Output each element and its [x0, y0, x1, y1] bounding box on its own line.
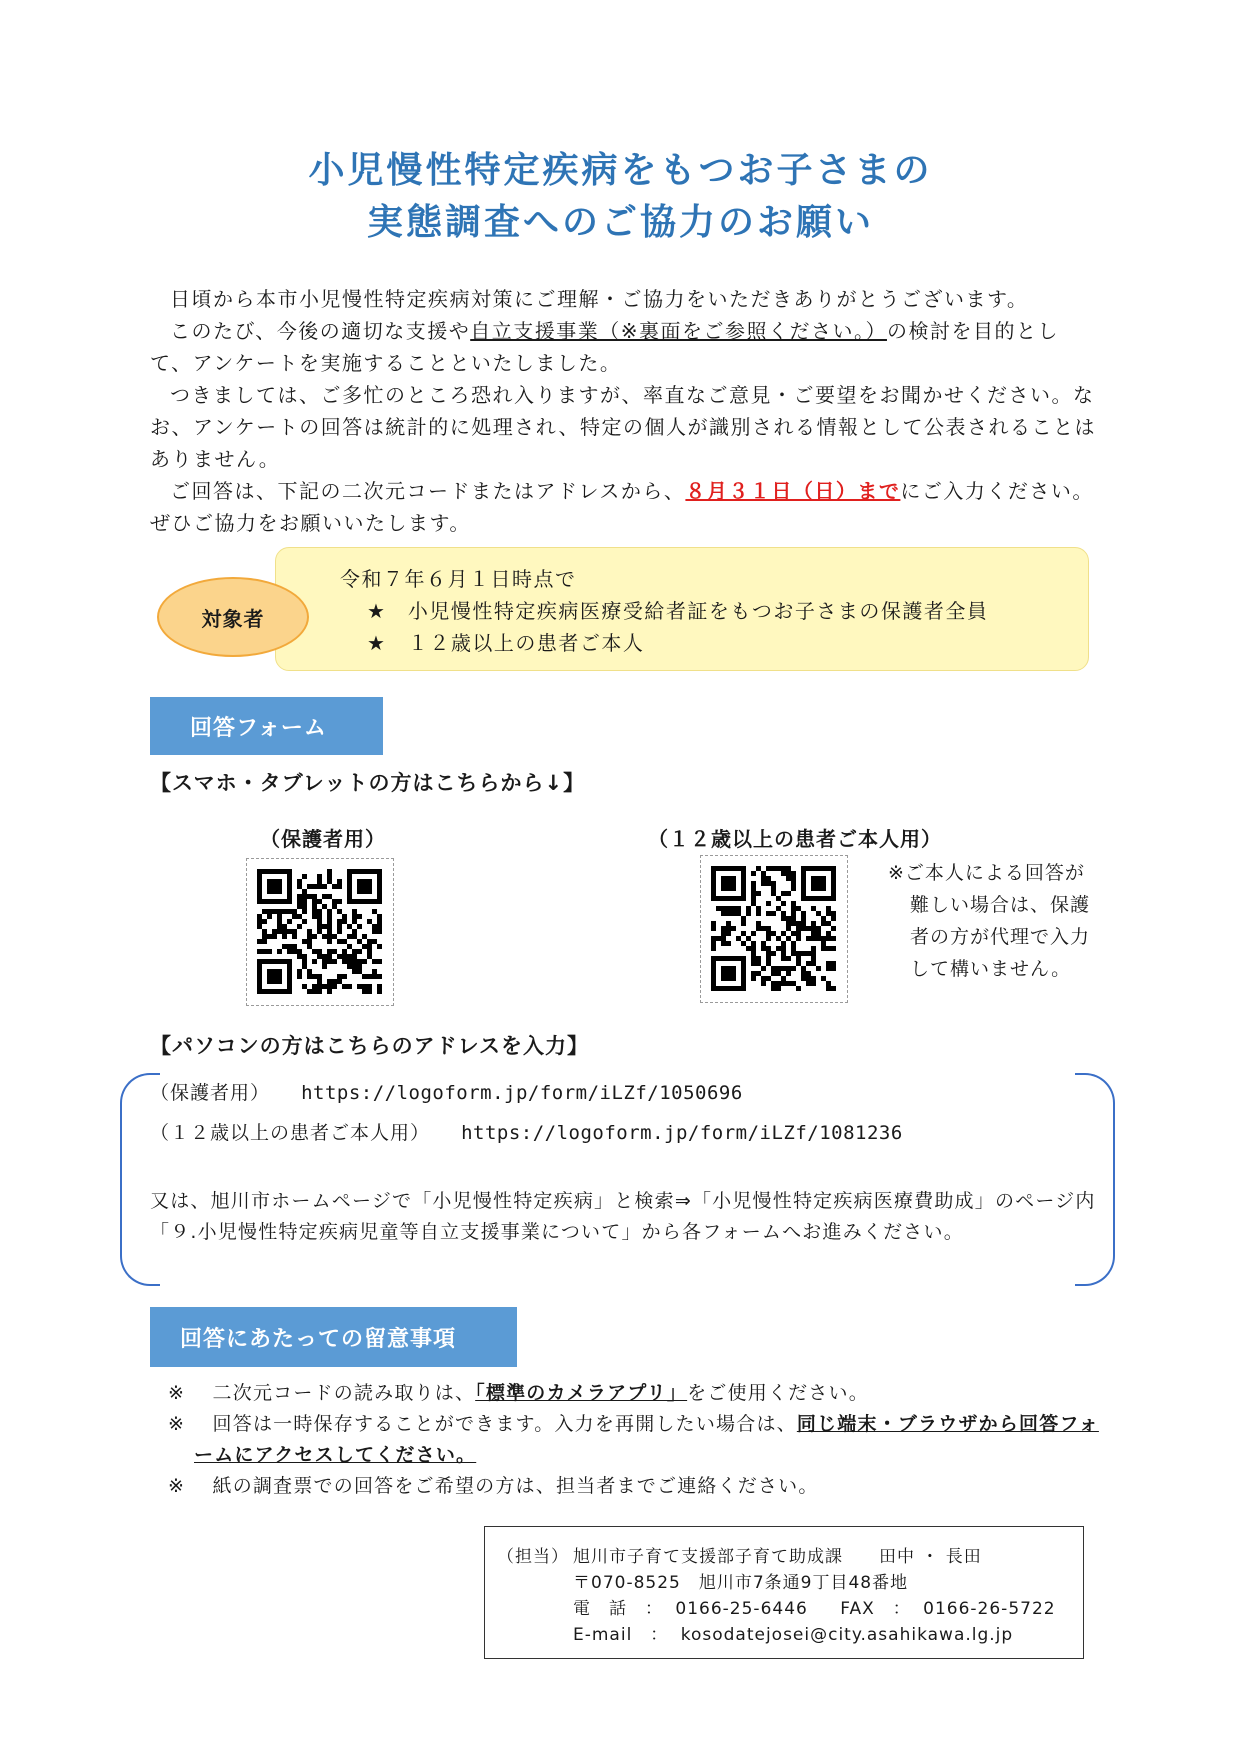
note-2-pre: ※ 回答は一時保存することができます。入力を再開したい場合は、 [168, 1413, 797, 1435]
note-1-bold: 「標準のカメラアプリ」 [475, 1382, 688, 1404]
title-line-2: 実態調査へのご協力のお願い [366, 202, 874, 243]
note-save-resume [168, 1409, 1108, 1471]
mobile-heading: 【スマホ・タブレットの方はこちらから↓】 [150, 771, 586, 795]
fax-label: FAX ： [840, 1599, 911, 1619]
pc-heading: 【パソコンの方はこちらのアドレスを入力】 [150, 1034, 589, 1058]
note-1-pre: ※ 二次元コードの読み取りは、 [168, 1382, 476, 1404]
intro-paragraph-3: つきましては、ご多忙のところ恐れ入りますが、率直なご意見・ご要望をお聞かせください。なお、アンケートの回答は統計的に処理され、特定の個人が識別される情報として公表されることはありません。 [150, 383, 1096, 471]
intro-p4-pre: ご回答は、下記の二次元コードまたはアドレスから、 [170, 479, 686, 503]
contact-email-row [573, 1623, 1013, 1648]
email-label: E-mail ： [573, 1625, 669, 1645]
reverse-side-reference: 自立支援事業（※裏面をご参照ください。） [470, 319, 887, 343]
proxy-note-line-2: 難しい場合は、保護 [910, 894, 1091, 916]
phone-number[interactable]: 0166-25-6446 [675, 1599, 808, 1619]
target-date: 令和７年６月１日時点で [340, 567, 577, 591]
intro-paragraph-1: 日頃から本市小児慢性特定疾病対策にご理解・ご協力をいただきありがとうございます。 [170, 287, 1029, 311]
intro-p4-post: にご入力ください。ぜひご協力をお願いいたします。 [150, 479, 1094, 535]
contact-label: （担当） [497, 1547, 569, 1567]
qr-code-guardian[interactable] [246, 858, 394, 1006]
guardian-url-row [150, 1078, 743, 1105]
contact-phone-row [573, 1597, 1056, 1622]
target-item-patients: ★ １２歳以上の患者ご本人 [367, 631, 645, 655]
qr-code-patient[interactable] [700, 855, 848, 1003]
note-2-bold: 同じ端末・ブラウザから回答フォームにアクセスしてください。 [194, 1413, 1099, 1466]
email-address[interactable]: kosodatejosei@city.asahikawa.lg.jp [680, 1625, 1014, 1645]
proxy-note-line-4: して構いません。 [910, 958, 1072, 980]
intro-p2-pre: このたび、今後の適切な支援や [170, 319, 471, 343]
patient-url-link[interactable]: https://logoform.jp/form/iLZf/1081236 [461, 1122, 903, 1144]
note-1-post: をご使用ください。 [687, 1382, 869, 1404]
qr-code-guardian-graphic [247, 859, 393, 1005]
intro-p2-post: の検討を目的として、アンケートを実施することといたしました。 [150, 319, 1059, 375]
target-item-guardians: ★ 小児慢性特定疾病医療受給者証をもつお子さまの保護者全員 [367, 599, 989, 623]
intro-paragraph-2 [150, 315, 1100, 379]
proxy-note-line-1: ※ご本人による回答が [888, 862, 1085, 884]
contact-address: 〒070-8525 旭川市7条通9丁目48番地 [573, 1573, 909, 1593]
notes-list [168, 1378, 1108, 1502]
contact-department: 旭川市子育て支援部子育て助成課 田中 ・ 長田 [573, 1547, 982, 1567]
qr-guardian-label: （保護者用） [260, 827, 386, 851]
patient-url-row [150, 1118, 903, 1145]
intro-text [150, 283, 1100, 539]
guardian-url-link[interactable]: https://logoform.jp/form/iLZf/1050696 [301, 1082, 743, 1104]
fax-number: 0166-26-5722 [923, 1599, 1056, 1619]
deadline-text: ８月３１日（日）まで [685, 479, 901, 503]
note-paper-form: ※ 紙の調査票での回答をご希望の方は、担当者までご連絡ください。 [168, 1475, 819, 1497]
note-camera-app [168, 1378, 1108, 1409]
target-text [340, 563, 988, 659]
section-bar-notes: 回答にあたっての留意事項 [150, 1307, 517, 1367]
bracket-right [1075, 1073, 1115, 1286]
target-badge: 対象者 [157, 577, 309, 657]
title-line-1: 小児慢性特定疾病をもつお子さまの [308, 150, 933, 191]
section-bar-answer-form: 回答フォーム [150, 697, 383, 755]
phone-label: 電 話 ： [573, 1599, 663, 1619]
homepage-search-text: 又は、旭川市ホームページで「小児慢性特定疾病」と検索⇒「小児慢性特定疾病医療費助成」のページ内「９.小児慢性特定疾病児童等自立支援事業について」から各フォームへお進みください。 [150, 1190, 1096, 1243]
qr-code-patient-graphic [701, 856, 847, 1002]
patient-url-label: （１２歳以上の患者ご本人用） [150, 1122, 431, 1144]
contact-box [484, 1526, 1084, 1659]
intro-paragraph-4 [150, 475, 1100, 539]
guardian-url-label: （保護者用） [150, 1082, 271, 1104]
proxy-note [888, 857, 1090, 985]
proxy-note-line-3: 者の方が代理で入力 [910, 926, 1091, 948]
qr-patient-label: （１２歳以上の患者ご本人用） [648, 827, 942, 851]
